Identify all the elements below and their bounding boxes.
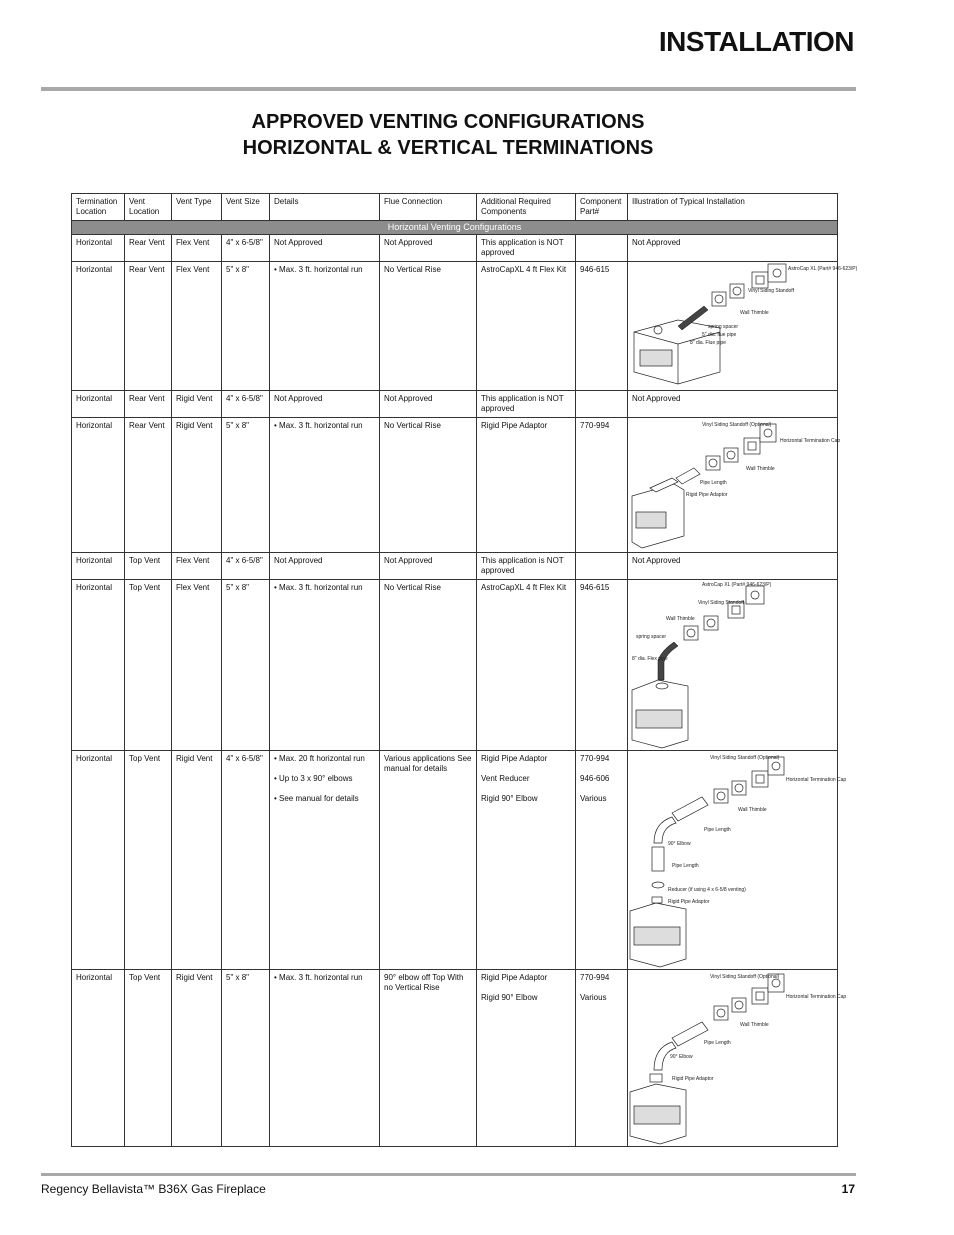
- cell-parts: 946-615: [576, 262, 628, 391]
- col-header: Vent Type: [172, 194, 222, 221]
- illus-label: spring spacer: [636, 634, 667, 640]
- venting-configurations-table: [71, 193, 858, 1147]
- cell-location: Horizontal: [72, 391, 125, 418]
- header-rule: [41, 87, 856, 91]
- cell-illustration: [628, 262, 858, 391]
- part-line: 770-994: [580, 973, 610, 982]
- cell-flue: No Vertical Rise: [380, 418, 477, 553]
- component-line: Rigid 90° Elbow: [481, 993, 538, 1002]
- illus-label: Wall Thimble: [738, 807, 767, 813]
- cell-vent-location: Rear Vent: [125, 262, 172, 391]
- illus-label: Vinyl Siding Standoff (Optional): [710, 755, 780, 761]
- component-line: Rigid 90° Elbow: [481, 794, 538, 803]
- illus-label: Rigid Pipe Adaptor: [672, 1076, 714, 1082]
- part-line: 946-606: [580, 774, 610, 783]
- cell-parts: 770-994: [576, 418, 628, 553]
- illus-label: Wall Thimble: [666, 616, 695, 622]
- table-row: [72, 418, 838, 553]
- cell-vent-type: Flex Vent: [172, 553, 222, 580]
- illus-label: Pipe Length: [704, 1040, 731, 1046]
- flex-vent-rear-illustration: [628, 262, 858, 388]
- cell-illustration: [628, 418, 841, 553]
- component-line: Rigid Pipe Adaptor: [481, 754, 548, 763]
- col-header: Additional Required Components: [477, 194, 576, 221]
- document-title-line2: HORIZONTAL & VERTICAL TERMINATIONS: [242, 137, 654, 159]
- illus-label: Horizontal Termination Cap: [786, 994, 847, 1000]
- detail-line: • Up to 3 x 90° elbows: [274, 774, 353, 783]
- cell-flue: Various applications See manual for details: [380, 751, 477, 970]
- cell-details: • Max. 3 ft. horizontal run: [270, 418, 380, 553]
- cell-vent-size: 5" x 8": [222, 970, 270, 1147]
- cell-vent-location: Rear Vent: [125, 391, 172, 418]
- table-header-row: [72, 194, 838, 221]
- part-line: Various: [580, 993, 607, 1002]
- rigid-vent-rear-illustration: [628, 418, 841, 550]
- illus-label: Horizontal Termination Cap: [780, 438, 841, 444]
- cell-location: Horizontal: [72, 235, 125, 262]
- cell-illustration: Not Approved: [628, 553, 838, 580]
- cell-components: AstroCapXL 4 ft Flex Kit: [477, 580, 576, 751]
- cell-components: [477, 970, 576, 1147]
- cell-flue: Not Approved: [380, 391, 477, 418]
- illus-label: 90° Elbow: [670, 1054, 693, 1060]
- col-header: Vent Location: [125, 194, 172, 221]
- cell-location: Horizontal: [72, 418, 125, 553]
- detail-line: • See manual for details: [274, 794, 359, 803]
- cell-flue: No Vertical Rise: [380, 262, 477, 391]
- cell-components: This application is NOT approved: [477, 553, 576, 580]
- table-row: [72, 553, 838, 580]
- col-header: Details: [270, 194, 380, 221]
- cell-flue: Not Approved: [380, 235, 477, 262]
- cell-illustration: [628, 580, 838, 751]
- table-row: [72, 751, 838, 970]
- footer-rule: [41, 1173, 856, 1176]
- illus-label: Pipe Length: [704, 827, 731, 833]
- illus-label: Reducer (if using 4 x 6-5/8 venting): [668, 887, 746, 893]
- cell-vent-type: Rigid Vent: [172, 970, 222, 1147]
- cell-vent-size: 5" x 8": [222, 580, 270, 751]
- page-number: 17: [841, 1182, 855, 1196]
- illus-label: 90° Elbow: [668, 841, 691, 847]
- cell-details: Not Approved: [270, 553, 380, 580]
- illus-label: Pipe Length: [700, 480, 727, 486]
- cell-components: This application is NOT approved: [477, 391, 576, 418]
- col-header: Flue Connection: [380, 194, 477, 221]
- cell-vent-type: Flex Vent: [172, 580, 222, 751]
- illus-label: AstroCap XL (Part# 946-623/P): [702, 582, 772, 588]
- cell-parts: [576, 751, 628, 970]
- cell-details: Not Approved: [270, 391, 380, 418]
- cell-vent-location: Top Vent: [125, 553, 172, 580]
- col-header: Termination Location: [72, 194, 125, 221]
- illus-label: Rigid Pipe Adaptor: [686, 492, 728, 498]
- section-band: Horizontal Venting Configurations: [72, 221, 838, 235]
- table-row: [72, 235, 838, 262]
- illus-label: spring spacer: [708, 324, 739, 330]
- cell-vent-location: Top Vent: [125, 751, 172, 970]
- component-line: Vent Reducer: [481, 774, 530, 783]
- part-line: Various: [580, 794, 607, 803]
- cell-vent-size: 4" x 6-5/8": [222, 391, 270, 418]
- illus-label: Vinyl Siding Standoff: [748, 288, 794, 294]
- illus-label: Wall Thimble: [740, 1022, 769, 1028]
- cell-vent-type: Rigid Vent: [172, 391, 222, 418]
- illus-label: Pipe Length: [672, 863, 699, 869]
- cell-illustration: [628, 751, 847, 970]
- cell-components: AstroCapXL 4 ft Flex Kit: [477, 262, 576, 391]
- document-title-line1: APPROVED VENTING CONFIGURATIONS: [251, 111, 645, 133]
- illus-label: 8" dia. Flex pipe: [632, 656, 668, 662]
- cell-illustration: [628, 970, 847, 1147]
- cell-location: Horizontal: [72, 553, 125, 580]
- detail-line: • Max. 20 ft horizontal run: [274, 754, 365, 763]
- illus-label: Horizontal Termination Cap: [786, 777, 847, 783]
- cell-details: • Max. 3 ft. horizontal run: [270, 580, 380, 751]
- cell-vent-size: 4" x 6-5/8": [222, 553, 270, 580]
- illus-label: Wall Thimble: [746, 466, 775, 472]
- flex-vent-top-illustration: [628, 580, 834, 748]
- cell-vent-location: Rear Vent: [125, 418, 172, 553]
- cell-vent-size: 4" x 6-5/8": [222, 751, 270, 970]
- col-header: Illustration of Typical Installation: [628, 194, 838, 221]
- illus-label: 8" dia. Flue pipe: [690, 340, 726, 346]
- illus-label: AstroCap XL (Part# 946-623/P): [788, 266, 858, 272]
- cell-vent-location: Top Vent: [125, 970, 172, 1147]
- cell-components: [477, 751, 576, 970]
- cell-details: • Max. 3 ft. horizontal run: [270, 970, 380, 1147]
- cell-location: Horizontal: [72, 580, 125, 751]
- illus-label: Wall Thimble: [740, 310, 769, 316]
- col-header: Vent Size: [222, 194, 270, 221]
- cell-illustration: Not Approved: [628, 235, 838, 262]
- rigid-vent-top-reducer-illustration: [628, 751, 847, 967]
- cell-location: Horizontal: [72, 751, 125, 970]
- cell-location: Horizontal: [72, 262, 125, 391]
- cell-location: Horizontal: [72, 970, 125, 1147]
- cell-parts: [576, 970, 628, 1147]
- cell-vent-location: Rear Vent: [125, 235, 172, 262]
- cell-flue: No Vertical Rise: [380, 580, 477, 751]
- cell-components: This application is NOT approved: [477, 235, 576, 262]
- cell-parts: [576, 553, 628, 580]
- cell-details: Not Approved: [270, 235, 380, 262]
- page-section-title: INSTALLATION: [658, 26, 854, 57]
- cell-flue: 90° elbow off Top With no Vertical Rise: [380, 970, 477, 1147]
- illus-label: Vinyl Siding Standoff (Optional): [710, 974, 780, 980]
- cell-details: • Max. 3 ft. horizontal run: [270, 262, 380, 391]
- part-line: 770-994: [580, 754, 610, 763]
- table-row: [72, 970, 838, 1147]
- table-row: [72, 580, 838, 751]
- cell-parts: [576, 391, 628, 418]
- cell-flue: Not Approved: [380, 553, 477, 580]
- cell-vent-type: Rigid Vent: [172, 751, 222, 970]
- illus-label: Vinyl Siding Standoff: [698, 600, 744, 606]
- cell-vent-size: 5" x 8": [222, 262, 270, 391]
- cell-vent-type: Rigid Vent: [172, 418, 222, 553]
- component-line: Rigid Pipe Adaptor: [481, 973, 548, 982]
- cell-parts: 946-615: [576, 580, 628, 751]
- cell-components: Rigid Pipe Adaptor: [477, 418, 576, 553]
- cell-vent-size: 5" x 8": [222, 418, 270, 553]
- cell-vent-type: Flex Vent: [172, 235, 222, 262]
- cell-illustration: Not Approved: [628, 391, 838, 418]
- col-header: Component Part#: [576, 194, 628, 221]
- illus-label: 5" dia. flue pipe: [702, 332, 737, 338]
- footer-product-name: Regency Bellavista™ B36X Gas Fireplace: [41, 1182, 266, 1196]
- cell-parts: [576, 235, 628, 262]
- cell-vent-size: 4" x 6-5/8": [222, 235, 270, 262]
- table-row: [72, 262, 838, 391]
- illus-label: Rigid Pipe Adaptor: [668, 899, 710, 905]
- rigid-vent-top-elbow-illustration: [628, 970, 847, 1144]
- cell-vent-location: Top Vent: [125, 580, 172, 751]
- cell-vent-type: Flex Vent: [172, 262, 222, 391]
- table-row: [72, 391, 838, 418]
- cell-details: [270, 751, 380, 970]
- illus-label: Vinyl Siding Standoff (Optional): [702, 422, 772, 428]
